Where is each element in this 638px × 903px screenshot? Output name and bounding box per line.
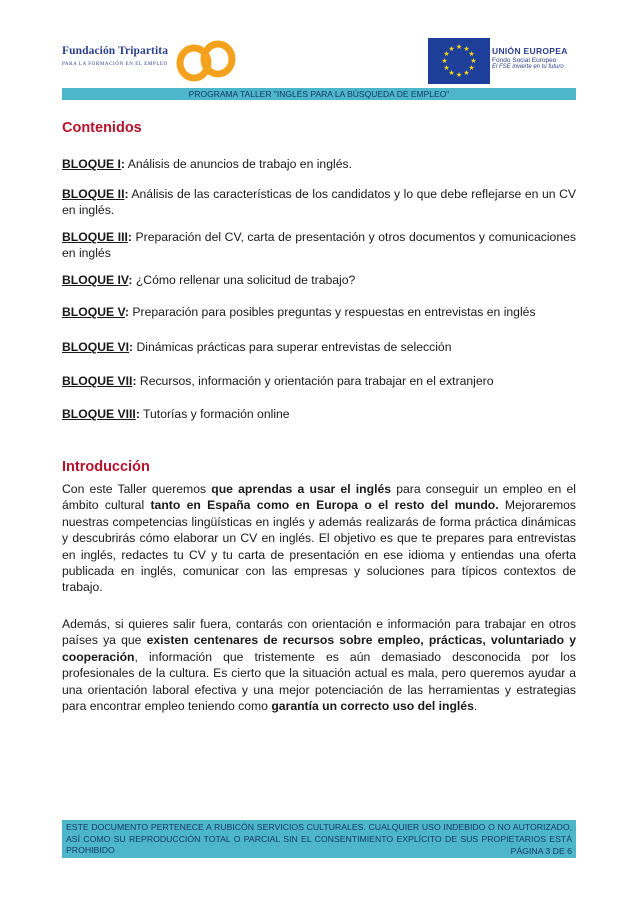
svg-text:★: ★ (448, 45, 455, 53)
block-item: BLOQUE V: Preparación para posibles preguntas y respuestas en entrevistas en inglés (62, 305, 536, 319)
text-run: Además, si quieres salir fuera, contarás con orientación e información para trabajar en otros países ya que (62, 617, 576, 648)
svg-text:★: ★ (468, 50, 475, 58)
eu-fund: Fondo Social Europeo (492, 57, 557, 64)
block-text: Análisis de anuncios de trabajo en inglés. (124, 157, 352, 171)
emphasis: que aprendas a usar el inglés (211, 482, 392, 496)
svg-text:★: ★ (470, 57, 477, 65)
svg-text:★: ★ (448, 69, 455, 77)
block-label: BLOQUE I (62, 157, 121, 171)
eu-name: UNIÓN EUROPEA (492, 46, 568, 56)
svg-text:★: ★ (463, 69, 470, 77)
block-label: BLOQUE II (62, 187, 125, 201)
block-item: BLOQUE IV: ¿Cómo rellenar una solicitud de trabajo? (62, 273, 356, 287)
svg-text:★: ★ (455, 43, 463, 51)
block-item: BLOQUE VII: Recursos, información y orientación para trabajar en el extranjero (62, 374, 494, 388)
block-item: BLOQUE II: Análisis de las características de los candidatos y lo que debe reflejarse en un CV en inglés. (62, 187, 577, 217)
emphasis: garantía un correcto uso del inglés (271, 699, 474, 714)
block-item: BLOQUE VIII: Tutorías y formación online (62, 407, 290, 421)
svg-text:★: ★ (441, 57, 448, 65)
svg-text:★: ★ (468, 64, 475, 72)
svg-text:★: ★ (443, 50, 450, 58)
emphasis: tanto en España como en Europa o el resto del mundo. (150, 498, 499, 513)
text-run: Mejoraremos nuestras competencias lingüísticas en inglés y además realizarás de forma práctica dinámicas y descubrirás cómo elaborar un CV en inglés. El objetivo es que te prepares para entrevistas en inglés, redactes tu CV y tu carta de presentación en ese idioma y entiendas una oferta publicada en inglés, comunicar con las empresas y soluciones para típicos contextos de trabajo. (62, 498, 577, 595)
text-run: Con este Taller queremos (62, 482, 212, 496)
ft-swirl-icon (176, 36, 240, 86)
block-label: BLOQUE V (62, 305, 125, 319)
ft-logo-subtitle: PARA LA FORMACIÓN EN EL EMPLEO (62, 62, 168, 67)
block-label: BLOQUE VII (62, 374, 133, 388)
block-label: BLOQUE VIII (62, 407, 136, 421)
svg-text:★: ★ (463, 45, 470, 53)
block-text: Preparación para posibles preguntas y respuestas en entrevistas en inglés (129, 305, 536, 319)
eu-fse-logo (428, 38, 580, 88)
ft-logo-title: Fundación Tripartita (62, 45, 169, 57)
block-text: Dinámicas prácticas para superar entrevistas de selección (133, 340, 452, 354)
block-item: BLOQUE III: Preparación del CV, carta de presentación y otros documentos y comunicaciones en inglés (62, 230, 576, 260)
intro-paragraph-2 (62, 616, 576, 714)
block-item: BLOQUE VI: Dinámicas prácticas para superar entrevistas de selección (62, 340, 452, 354)
emphasis: existen centenares de recursos sobre empleo, prácticas, voluntariado y cooperación (62, 633, 576, 664)
block-label: BLOQUE IV (62, 273, 129, 287)
block-text: Análisis de las características de los candidatos y lo que debe reflejarse en un CV en inglés. (62, 187, 577, 217)
intro-heading: Introducción (62, 459, 150, 475)
intro-paragraph-1 (62, 481, 576, 596)
fundacion-tripartita-logo (58, 36, 240, 86)
block-text: Preparación del CV, carta de presentación y otros documentos y comunicaciones en inglés (62, 230, 576, 260)
copyright-footer (62, 820, 576, 858)
program-title-band: PROGRAMA TALLER "INGLÉS PARA LA BÚSQUEDA DE EMPLEO" (62, 88, 576, 100)
block-text: Tutorías y formación online (139, 407, 290, 421)
text-run: , información que tristemente es aún demasiado desconocida por los profesionales de la cultura. Es cierto que la situación actual es mala, pero queremos ayudar a una orientación laboral efectiva y una mejor potenciación de las herramientas y estrategias para encontrar empleo teniendo como (62, 649, 576, 714)
block-label: BLOQUE III (62, 230, 128, 244)
block-label: BLOQUE VI (62, 340, 130, 354)
page-number: PÁGINA 3 DE 6 (510, 846, 572, 856)
block-item: BLOQUE I: Análisis de anuncios de trabajo en inglés. (62, 157, 352, 171)
text-run: para conseguir un empleo en el ámbito cultural (62, 482, 576, 513)
svg-text:★: ★ (443, 64, 450, 72)
block-text: ¿Cómo rellenar una solicitud de trabajo? (132, 273, 356, 287)
copyright-notice: ESTE DOCUMENTO PERTENECE A RUBICÓN SERVICIOS CULTURALES. CUALQUIER USO INDEBIDO O NO AUTORIZADO, ASÍ COMO SU REPRODUCCIÓN TOTAL O PARCIAL SIN EL CONSENTIMIENTO EXPLÍCITO DE SUS PROPIETARIOS ESTÁ PROHIBIDO (66, 822, 572, 856)
block-text: Recursos, información y orientación para trabajar en el extranjero (136, 374, 494, 388)
eu-tagline: El FSE invierte en tu futuro (492, 64, 564, 70)
contents-heading: Contenidos (62, 120, 142, 136)
text-run: . (473, 699, 478, 714)
svg-text:★: ★ (455, 71, 463, 79)
eu-flag-icon (428, 38, 490, 84)
